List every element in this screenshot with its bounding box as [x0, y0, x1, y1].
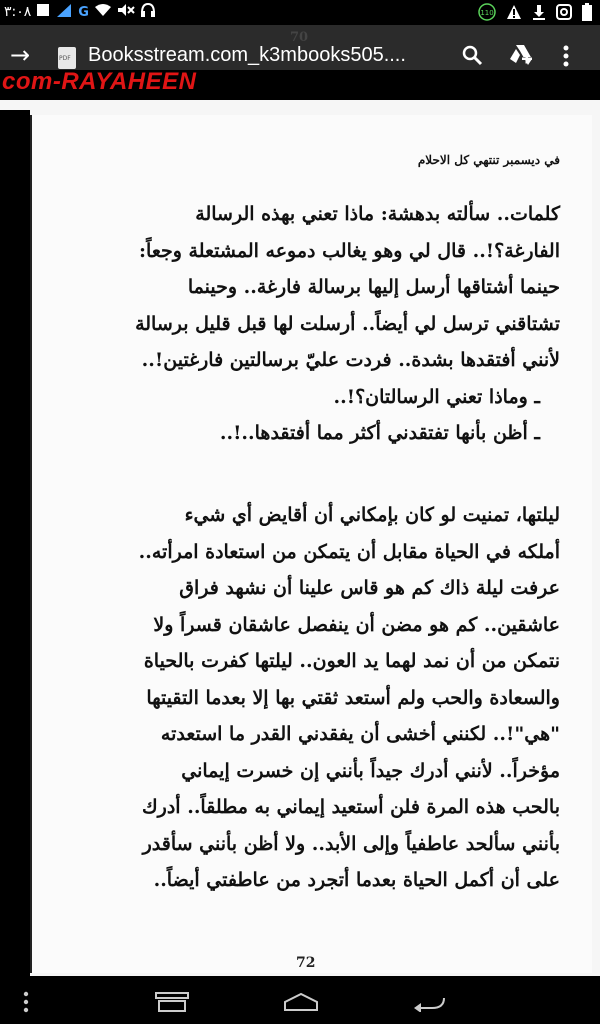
text-line: نتمكن من أن نمد لهما يد العون.. ليلتها كفرت بالحياة [143, 650, 560, 672]
status-bar [0, 0, 600, 25]
instagram-icon [556, 4, 572, 24]
text-line: ليلتها، تمنيت لو كان بإمكاني أن أقايض أي شيء [184, 504, 560, 526]
document-title: Booksstream.com_k3mbooks505.... [88, 44, 406, 66]
text-line: الفارغة؟!.. قال لي وهو يغالب دموعه المشتعلة وجعاً: [139, 239, 560, 262]
file-type-label: PDF [59, 55, 71, 62]
back-arrow-icon[interactable]: → [10, 41, 31, 69]
page-left-shadow [0, 110, 30, 976]
text-line: حينما أشتاقها أرسل إليها برسالة فارغة.. وحينما [187, 276, 560, 298]
text-line: على أن أكمل الحياة بعدما أتجرد من عاطفتي أيضاً.. [153, 869, 560, 891]
text-line: عاشقين.. كم هو مضن أن ينفصل عاشقان قسراً ولا [153, 613, 560, 636]
home-icon[interactable] [283, 992, 319, 1016]
mute-icon [117, 3, 135, 21]
text-line: كلمات.. سألته بدهشة: ماذا تعني بهذه الرسالة [195, 203, 560, 225]
page-number: 72 [296, 955, 316, 971]
text-line: مؤخراً.. لأنني أدرك جيداً بأنني إن خسرت إيماني [181, 759, 560, 782]
headset-icon [140, 3, 156, 21]
back-nav-icon[interactable] [412, 994, 446, 1016]
warning-icon [506, 4, 522, 24]
drive-icon[interactable] [508, 43, 534, 71]
more-vert-icon[interactable] [562, 45, 570, 71]
image-notification-icon [36, 3, 50, 21]
menu-dots-icon[interactable] [22, 991, 30, 1017]
text-line: عرفت ليلة ذاك كم هو قاس علينا أن نشهد فراق [179, 577, 560, 599]
recent-apps-icon[interactable] [155, 992, 189, 1016]
signal-icon [55, 3, 73, 21]
paragraph-2 [60, 497, 560, 899]
top-page-number: 70 [290, 30, 309, 45]
svg-text:110: 110 [480, 9, 494, 17]
text-line: أملكه في الحياة مقابل أن يتمكن من استعادة امرأته.. [138, 540, 560, 563]
text-line: "هي"!.. لكنني أخشى أن يفقدني القدر ما استعدته [160, 723, 560, 745]
pdf-file-icon [58, 47, 76, 69]
text-line: والسعادة والحب ولم أستعد ثقتي بها إلا بعدما التقيتها [146, 686, 560, 709]
text-line: ـ أظن بأنها تفتقدني أكثر مما أفتقدها..!.. [219, 422, 540, 444]
watermark: com-RAYAHEEN [2, 68, 197, 95]
download-icon [532, 4, 546, 24]
text-line: لأنني أفتقدها بشدة.. فردت عليّ برسالتين فارغتين!.. [141, 349, 560, 371]
text-line: تشتاقني ترسل لي أيضاً.. أرسلت لها قبل قليل برسالة [135, 312, 560, 335]
clock: ٣:٠٨ [4, 4, 32, 20]
notification-badge [478, 3, 496, 25]
paragraph-1 [60, 196, 560, 452]
text-line: ـ وماذا تعني الرسالتان؟!.. [333, 385, 540, 408]
network-type: G [78, 4, 89, 20]
running-header: في ديسمبر تنتهي كل الاحلام [417, 153, 560, 167]
search-icon[interactable] [460, 43, 484, 71]
battery-icon [582, 3, 592, 25]
text-line: بالحب هذه المرة فلن أستعيد إيماني به مطلقاً.. أدرك [142, 796, 560, 818]
wifi-icon [94, 3, 112, 21]
text-line: بأنني سألحد عاطفياً وإلى الأبد.. ولا أظن بأنني سأقدر [142, 832, 560, 855]
